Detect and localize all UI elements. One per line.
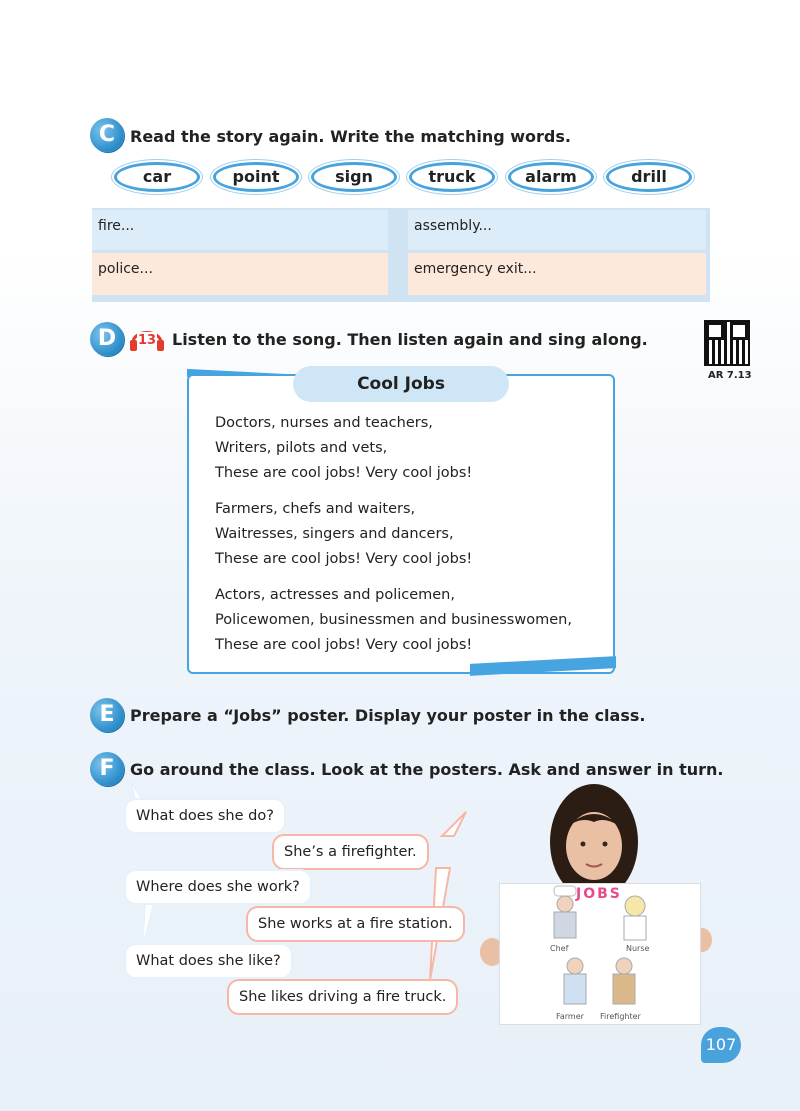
word-pill-drill: drill [606, 162, 692, 192]
section-c-instruction: Read the story again. Write the matching words. [130, 127, 571, 146]
dialogue-question-3: What does she like? [126, 945, 291, 977]
section-d-instruction: Listen to the song. Then listen again and sing along. [172, 330, 648, 349]
dialogue-question-1: What does she do? [126, 800, 284, 832]
dialogue-question-2: Where does she work? [126, 871, 310, 903]
song-line: These are cool jobs! Very cool jobs! [215, 465, 473, 481]
word-pill-point: point [213, 162, 299, 192]
headphones-icon[interactable] [128, 323, 166, 353]
poster-label-firefighter: Firefighter [600, 1012, 641, 1021]
poster-label-farmer: Farmer [556, 1012, 584, 1021]
song-line: Waitresses, singers and dancers, [215, 526, 454, 542]
match-cell-emergency-exit[interactable]: emergency exit... [408, 253, 706, 295]
song-line: Doctors, nurses and teachers, [215, 415, 433, 431]
track-number: 13 [137, 333, 157, 348]
song-line: These are cool jobs! Very cool jobs! [215, 637, 473, 653]
dialogue-answer-2: She works at a fire station. [248, 908, 463, 940]
qr-code-icon[interactable] [704, 320, 750, 366]
match-cell-assembly[interactable]: assembly... [408, 210, 706, 250]
song-line: Policewomen, businessmen and businesswomen, [215, 612, 572, 628]
song-line: Actors, actresses and policemen, [215, 587, 455, 603]
section-e-instruction: Prepare a “Jobs” poster. Display your poster in the class. [130, 706, 646, 725]
song-line: Writers, pilots and vets, [215, 440, 388, 456]
section-d-badge: D [90, 322, 124, 356]
section-f-instruction: Go around the class. Look at the posters. Ask and answer in turn. [130, 760, 724, 779]
word-pill-truck: truck [409, 162, 495, 192]
jobs-poster [500, 884, 700, 1024]
match-cell-police[interactable]: police... [92, 253, 388, 295]
section-c-badge: C [90, 118, 124, 152]
page-number: 107 [701, 1027, 741, 1063]
poster-label-nurse: Nurse [626, 944, 650, 953]
section-f-badge: F [90, 752, 124, 786]
song-line: These are cool jobs! Very cool jobs! [215, 551, 473, 567]
word-pill-sign: sign [311, 162, 397, 192]
word-pill-car: car [114, 162, 200, 192]
poster-label-chef: Chef [550, 944, 569, 953]
song-line: Farmers, chefs and waiters, [215, 501, 416, 517]
dialogue-answer-1: She’s a firefighter. [274, 836, 427, 868]
poster-figures [500, 884, 700, 1024]
poster-title: JOBS [576, 886, 622, 902]
song-title: Cool Jobs [293, 366, 509, 402]
match-cell-fire[interactable]: fire... [92, 210, 388, 250]
section-e-badge: E [90, 698, 124, 732]
dialogue-answer-3: She likes driving a fire truck. [229, 981, 456, 1013]
qr-label: AR 7.13 [708, 370, 752, 381]
word-pill-alarm: alarm [508, 162, 594, 192]
